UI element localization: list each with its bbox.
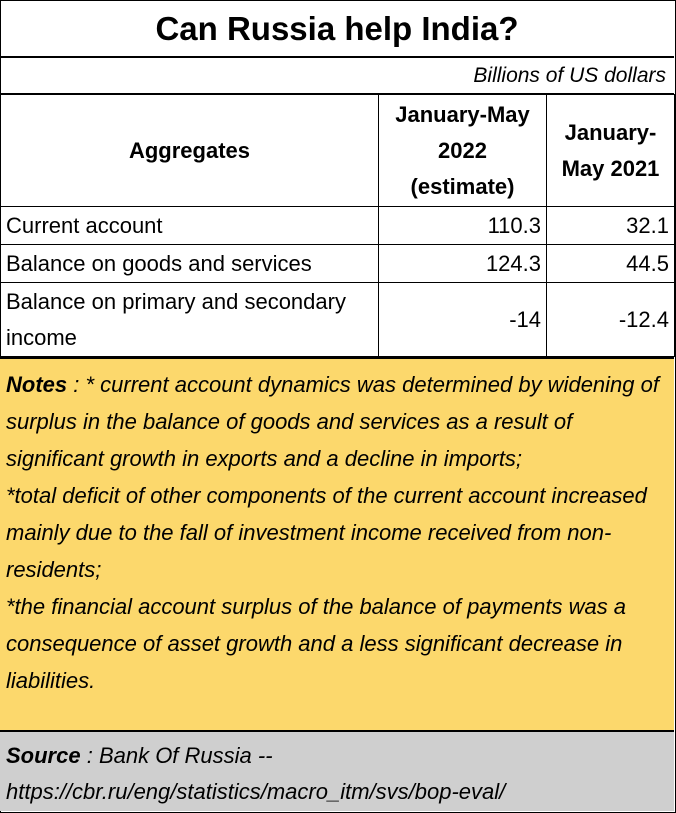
notes-section [0,357,674,732]
units-caption: Billions of US dollars [0,58,674,94]
page-title: Can Russia help India? [0,0,674,58]
cell-2021: -12.4 [547,283,675,357]
table-row [1,207,675,245]
header-aggregates: Aggregates [1,95,379,207]
data-table [0,94,675,357]
source-label: Source [6,743,81,768]
source-text: Bank Of Russia -- https://cbr.ru/eng/statistics/macro_itm/svs/bop-eval/ [6,743,506,804]
source-section: Source : Bank Of Russia -- https://cbr.ru/eng/statistics/macro_itm/svs/bop-eval/ [0,732,674,811]
header-jan-may-2021: January-May 2021 [547,95,675,207]
table-row [1,283,675,357]
note-item: *total deficit of other components of the current account increased mainly due to the fall of investment income received from non-residents; [6,483,647,582]
header-jan-may-2022: January-May 2022 (estimate) [379,95,547,207]
cell-2022: 124.3 [379,245,547,283]
cell-2021: 44.5 [547,245,675,283]
table-header-row [1,95,675,207]
note-item: *the financial account surplus of the balance of payments was a consequence of asset growth and a less significant decrease in liabilities. [6,594,627,693]
cell-2022: -14 [379,283,547,357]
cell-2021: 32.1 [547,207,675,245]
row-label: Balance on goods and services [1,245,379,283]
table-row [1,245,675,283]
cell-2022: 110.3 [379,207,547,245]
row-label: Current account [1,207,379,245]
note-item: Notes : * current account dynamics was determined by widening of surplus in the balance of goods and services as a result of significant growth in exports and a decline in imports; [6,372,659,471]
notes-label: Notes [6,372,68,397]
row-label: Balance on primary and secondary income [1,283,379,357]
